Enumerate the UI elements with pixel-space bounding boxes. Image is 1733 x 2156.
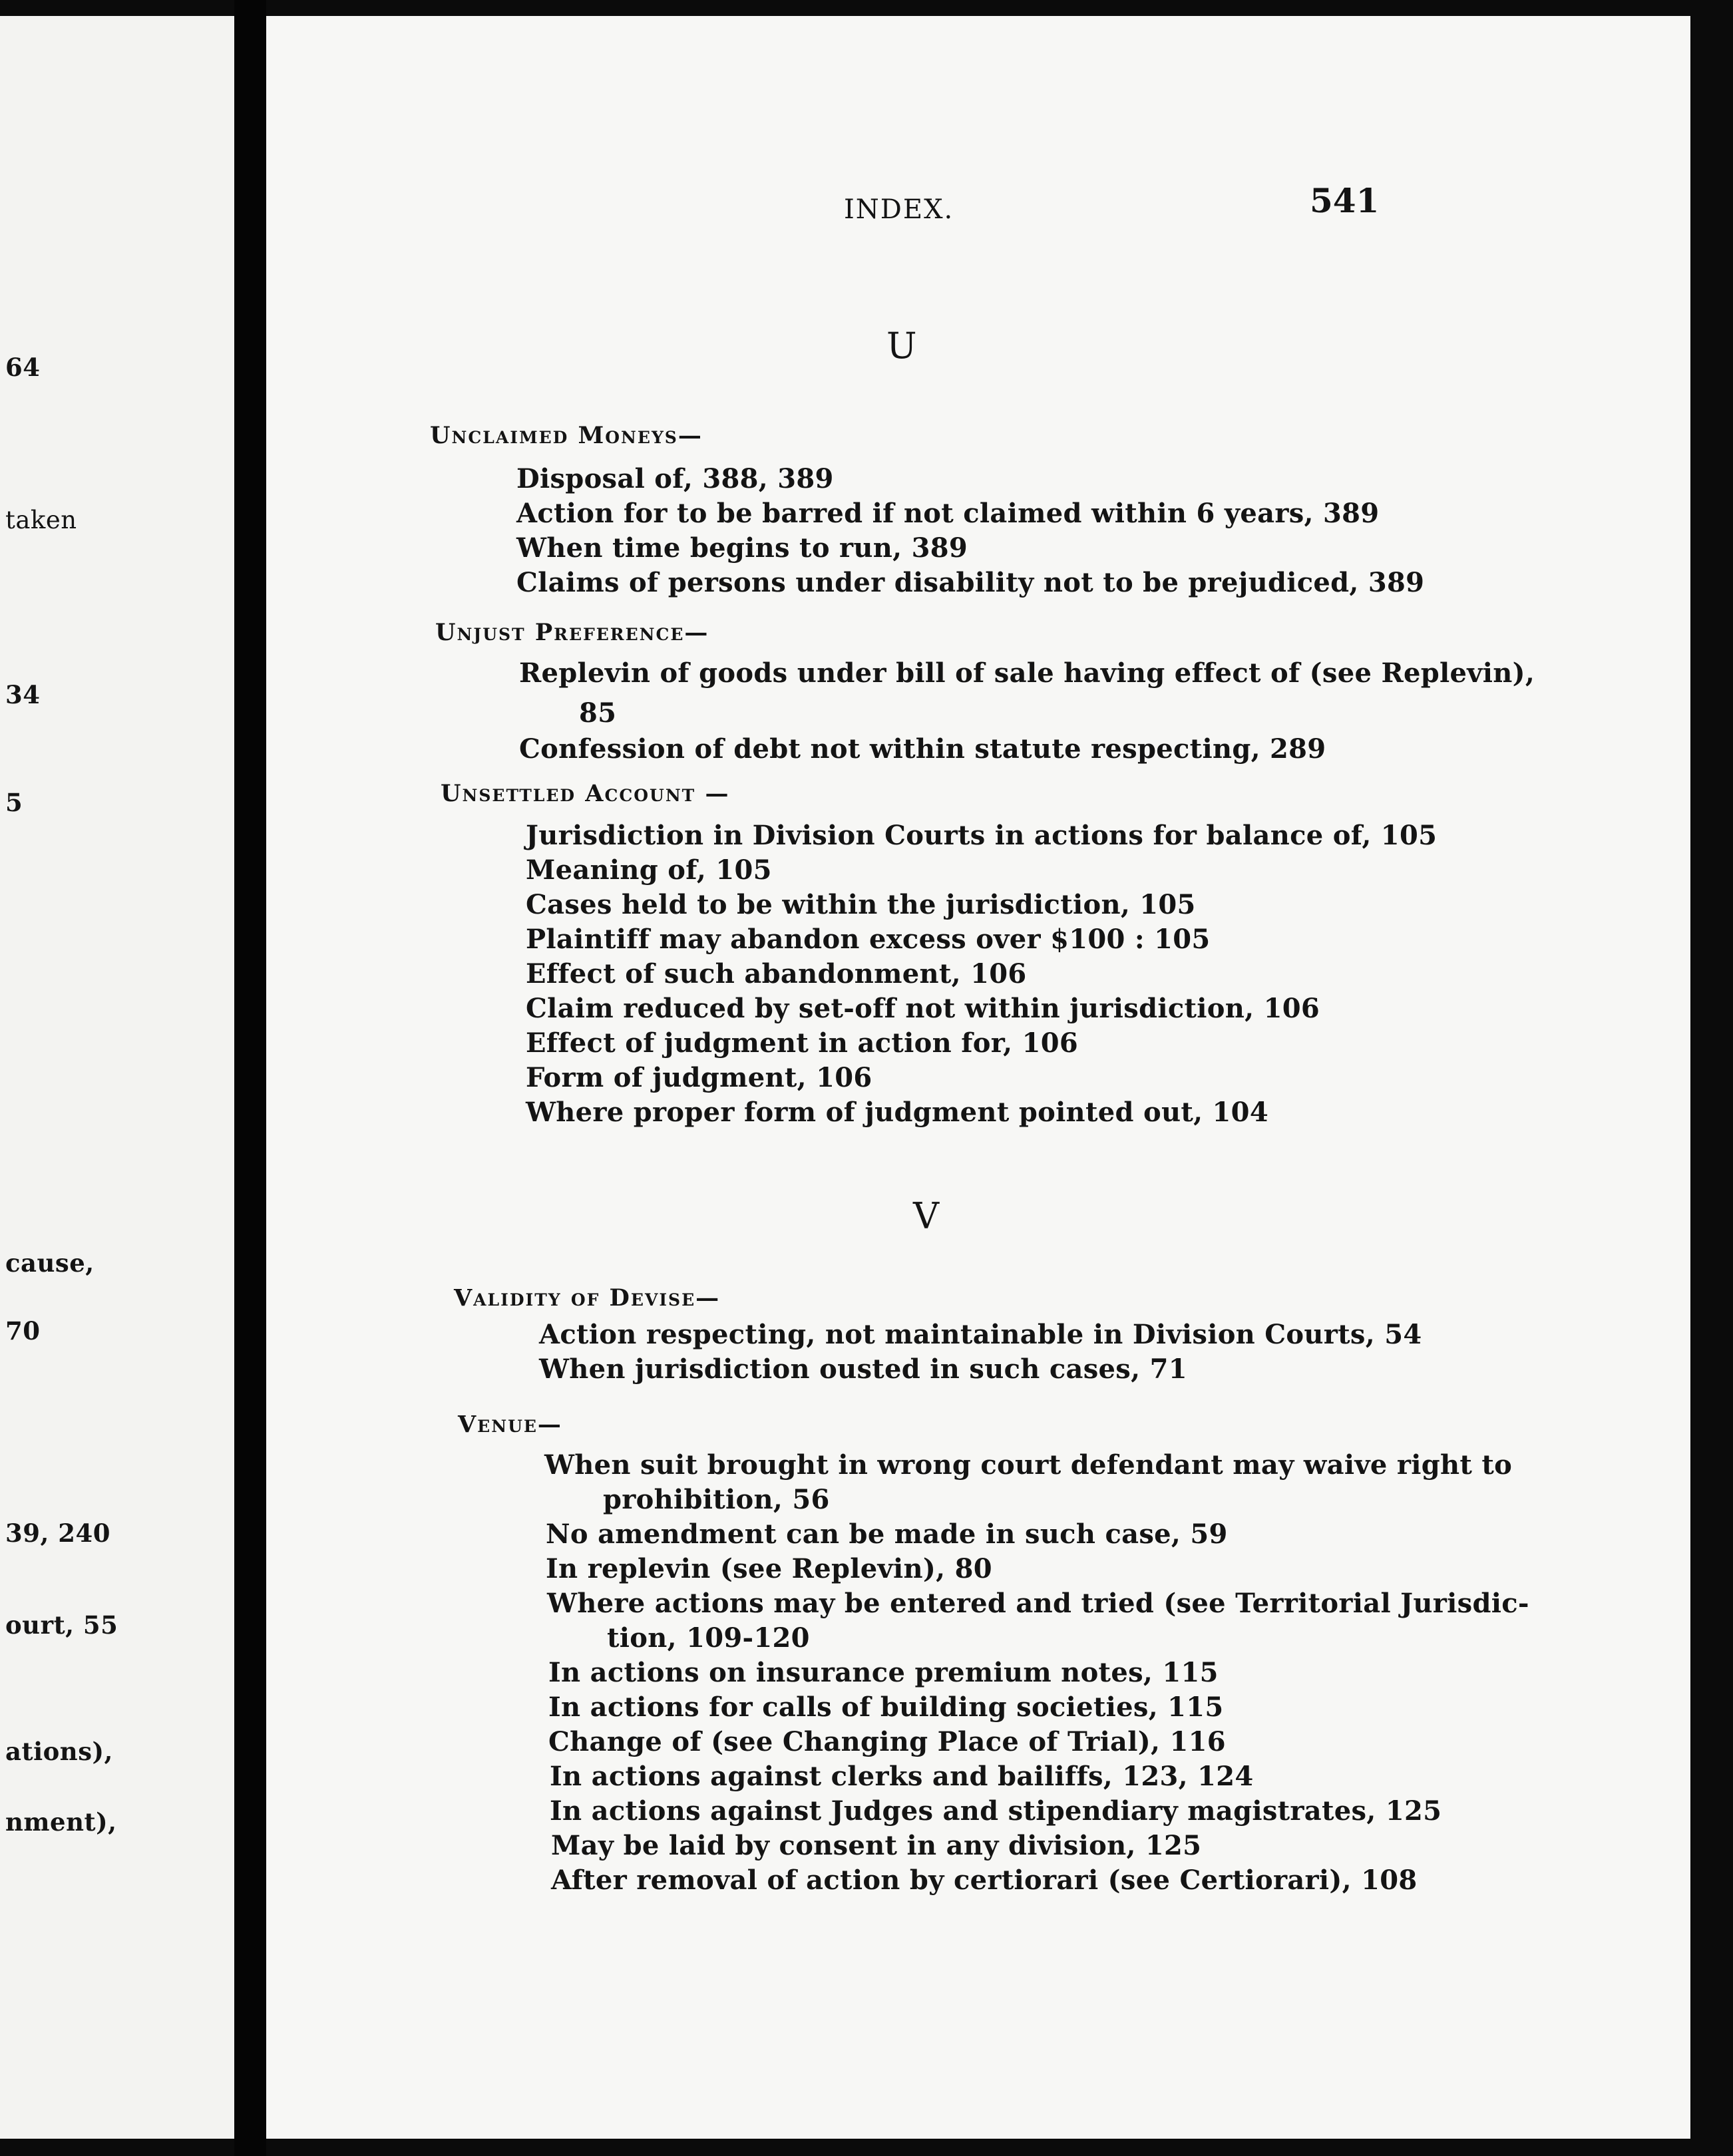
index-entry: In replevin (see Replevin), 80 [546,1553,992,1584]
section-letter-u: U [886,325,917,367]
index-entry: When jurisdiction ousted in such cases, 71 [539,1353,1187,1385]
index-entry: Plaintiff may abandon excess over $100 : 105 [526,924,1211,955]
index-entry: Disposal of, 388, 389 [516,463,834,494]
index-entry: Action respecting, not maintainable in Division Courts, 54 [539,1319,1422,1350]
left-fragment: 64 [5,353,41,382]
index-entry: Confession of debt not within statute respecting, 289 [519,733,1326,765]
section-letter-v: V [913,1195,939,1237]
index-entry-continuation: 85 [579,697,617,729]
index-entry: In actions against clerks and bailiffs, 123, 124 [550,1761,1254,1792]
index-entry: Cases held to be within the jurisdiction, 105 [526,889,1196,920]
left-fragment: 5 [5,788,23,817]
left-fragment: taken [5,506,77,534]
index-entry: Jurisdiction in Division Courts in actions for balance of, 105 [526,820,1438,851]
left-facing-page [0,16,234,2139]
index-entry: Meaning of, 105 [526,854,772,886]
index-entry: Where actions may be entered and tried (see Territorial Jurisdic- [547,1588,1529,1619]
index-entry: Form of judgment, 106 [526,1062,872,1093]
index-entry: After removal of action by certiorari (see Certiorari), 108 [551,1865,1418,1896]
index-entry: Effect of such abandonment, 106 [526,958,1027,989]
index-entry-continuation: tion, 109-120 [607,1622,810,1654]
index-entry-continuation: prohibition, 56 [603,1484,830,1515]
left-fragment: ourt, 55 [5,1610,118,1640]
index-page [266,16,1690,2139]
left-fragment: ations), [5,1737,113,1766]
page-header-title: INDEX. [844,194,954,225]
index-heading: Validity of Devise— [454,1284,721,1312]
index-entry: In actions against Judges and stipendiary magistrates, 125 [550,1795,1442,1827]
index-entry: No amendment can be made in such case, 59 [546,1519,1228,1550]
index-entry: When suit brought in wrong court defendant may waive right to [544,1449,1513,1481]
index-entry: Change of (see Changing Place of Trial), 116 [548,1726,1226,1757]
page-number: 541 [1310,181,1380,220]
left-fragment: cause, [5,1248,95,1278]
index-entry: In actions for calls of building societies, 115 [548,1692,1224,1723]
left-fragment: 34 [5,680,41,709]
index-entry: Effect of judgment in action for, 106 [526,1027,1079,1059]
index-entry: Claim reduced by set-off not within jurisdiction, 106 [526,993,1320,1024]
index-entry: May be laid by consent in any division, 125 [551,1830,1202,1861]
left-fragment: nment), [5,1807,117,1837]
book-gutter [234,0,266,2156]
index-heading: Venue— [458,1411,562,1438]
index-entry: When time begins to run, 389 [516,532,968,564]
index-entry: In actions on insurance premium notes, 115 [548,1657,1219,1688]
index-entry: Claims of persons under disability not to be prejudiced, 389 [516,567,1425,598]
index-entry: Replevin of goods under bill of sale having effect of (see Replevin), [519,657,1535,689]
index-entry: Action for to be barred if not claimed within 6 years, 389 [516,498,1380,529]
left-fragment: 39, 240 [5,1519,110,1548]
index-heading: Unjust Preference— [435,619,709,646]
index-entry: Where proper form of judgment pointed out, 104 [526,1097,1268,1128]
index-heading: Unclaimed Moneys— [430,422,703,449]
left-fragment: 70 [5,1316,41,1346]
index-heading: Unsettled Account — [441,780,730,807]
